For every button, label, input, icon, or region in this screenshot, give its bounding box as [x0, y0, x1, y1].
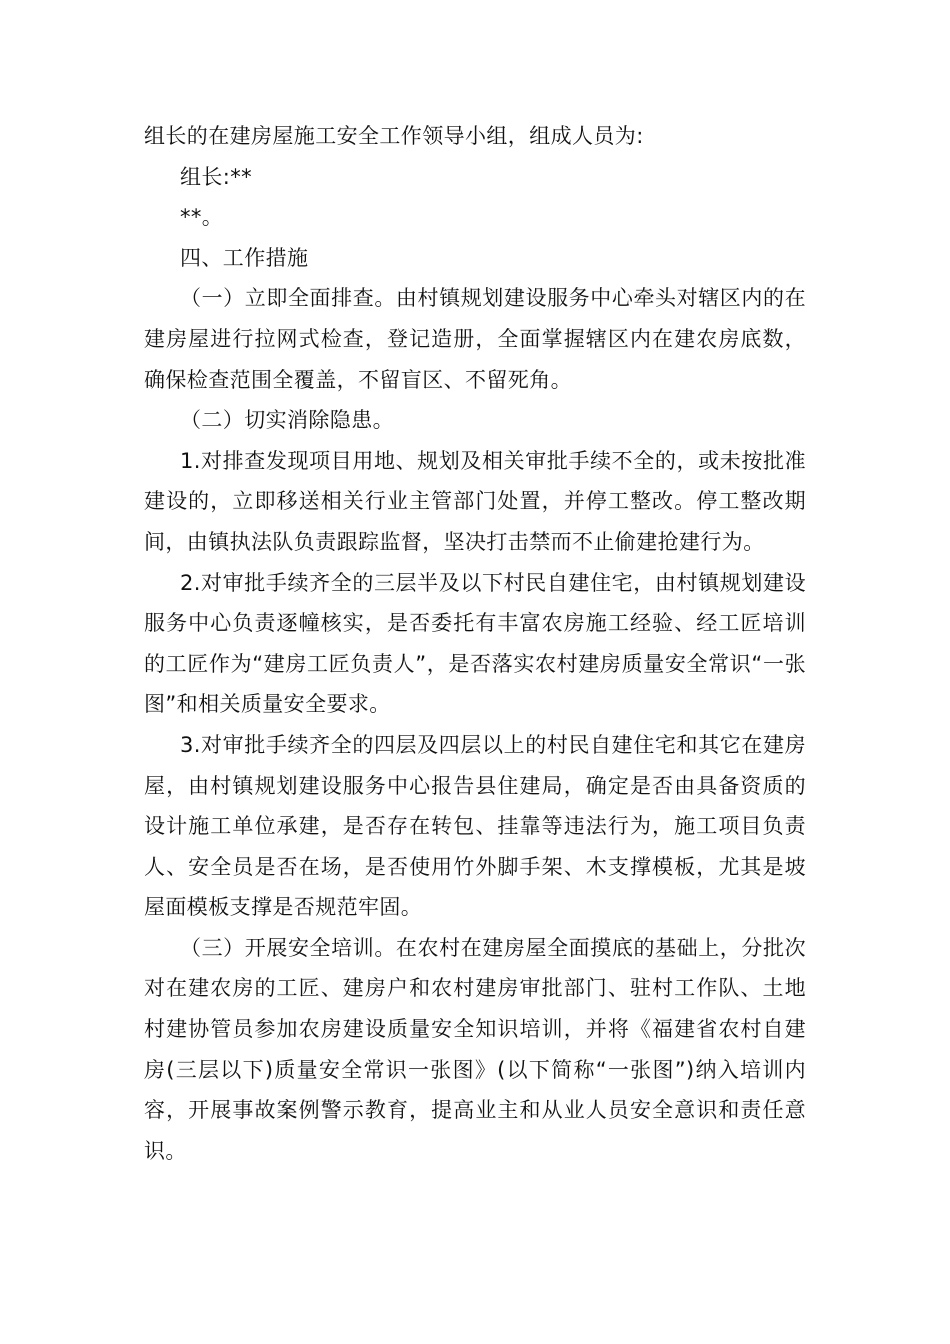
paragraph-leader-group-intro: 组长的在建房屋施工安全工作领导小组，组成人员为: — [144, 124, 644, 148]
paragraph-item-1: 1.对排查发现项目用地、规划及相关审批手续不全的，或未按批准建设的，立即移送相关行业主管部门处置，并停工整改。停工整改期间，由镇执法队负责跟踪监督，坚决打击禁而不止偷建抢建行为。 — [144, 448, 806, 554]
subheading-eliminate-hazards: （二）切实消除隐患。 — [180, 408, 394, 433]
paragraph-item-3: 3.对审批手续齐全的四层及四层以上的村民自建住宅和其它在建房屋，由村镇规划建设服务中心报告县住建局，确定是否由具备资质的设计施工单位承建，是否存在转包、挂靠等违法行为，施工项目负责人、安全员是否在场，是否使用竹外脚手架、木支撑模板，尤其是坡屋面模板支撑是否规范牢固。 — [144, 732, 806, 920]
paragraph-full-inspection: （一）立即全面排查。由村镇规划建设服务中心牵头对辖区内的在建房屋进行拉网式检查，登记造册，全面掌握辖区内在建农房底数，确保检查范围全覆盖，不留盲区、不留死角。 — [144, 286, 806, 392]
paragraph-item-2: 2.对审批手续齐全的三层半及以下村民自建住宅，由村镇规划建设服务中心负责逐幢核实，是否委托有丰富农房施工经验、经工匠培训的工匠作为“建房工匠负责人”，是否落实农村建房质量安全常识“一张图”和相关质量安全要求。 — [144, 570, 806, 717]
section-heading-work-measures: 四、工作措施 — [180, 245, 309, 270]
document-body — [144, 116, 806, 1171]
paragraph-safety-training: （三）开展安全培训。在农村在建房屋全面摸底的基础上，分批次对在建农房的工匠、建房户和农村建房审批部门、驻村工作队、土地村建协管员参加农房建设质量安全知识培训，并将《福建省农村自建房(三层以下)质量安全常识一张图》(以下简称“一张图”)纳入培训内容，开展事故案例警示教育，提高业主和从业人员安全意识和责任意识。 — [144, 935, 806, 1163]
paragraph-group-members: **。 — [180, 205, 224, 230]
paragraph-group-leader: 组长:** — [180, 164, 253, 189]
